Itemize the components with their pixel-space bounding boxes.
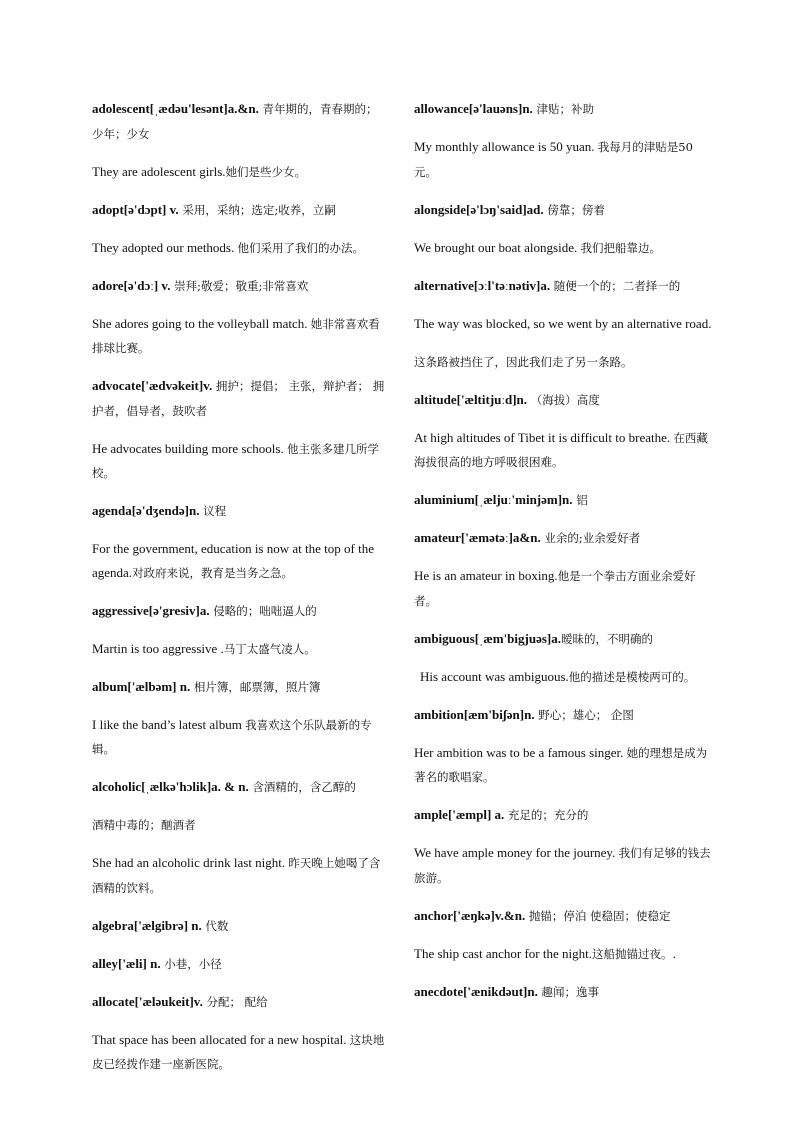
entry-altitude: [414, 388, 714, 413]
example-en: The way was blocked, so we went by an alternative road.: [414, 315, 712, 331]
definition: 议程: [199, 504, 227, 518]
example-sentence: [414, 236, 714, 261]
example-zh: 他们采用了我们的办法。: [237, 240, 364, 255]
left-column: [92, 97, 388, 1090]
entry-adopt: [92, 198, 388, 223]
definition: 代数: [201, 918, 229, 933]
definition: 野心；雄心； 企图: [534, 707, 634, 722]
entry-ambiguous: [414, 627, 714, 652]
headword: aluminium[ˌæljuː'minjəm]n.: [414, 492, 573, 507]
entry-alternative: [414, 274, 714, 299]
entry-alley: [92, 952, 388, 977]
definition: 采用，采纳；选定;收养，立嗣: [178, 202, 336, 217]
definition: 抛锚；停泊 使稳固；使稳定: [525, 908, 671, 923]
example-zh: 这条路被挡住了，因此我们走了另一条路。: [414, 354, 633, 369]
example-sentence: [92, 537, 388, 585]
entry-aggressive: [92, 599, 388, 624]
example-zh: 她非常喜欢看排球比赛。: [92, 316, 380, 355]
example-en: His account was ambiguous.: [420, 668, 569, 684]
example-sentence: [92, 236, 388, 261]
example-en: He advocates building more schools.: [92, 440, 287, 456]
definition: 充足的；充分的: [504, 808, 589, 822]
example-zh: 对政府来说，教育是当务之急。: [132, 565, 294, 580]
definition: 含酒精的，含乙醇的: [248, 780, 356, 794]
entry-amateur: [414, 526, 714, 551]
entry-allocate: [92, 990, 388, 1015]
example-en: They are adolescent girls.: [92, 163, 226, 179]
entry-adore: [92, 274, 388, 299]
example-zh: 他的描述是模棱两可的。: [568, 669, 696, 684]
example-sentence: [92, 1028, 388, 1077]
example-en: That space has been allocated for a new hospital.: [92, 1031, 350, 1047]
entry-anecdote: [414, 980, 714, 1005]
example-zh: 酒精中毒的；酗酒者: [92, 818, 196, 832]
headword: ample['æmpl] a.: [414, 807, 505, 822]
headword: anchor['æŋkə]v.&n.: [414, 907, 526, 923]
headword: alley['æli] n.: [92, 955, 161, 971]
example-sentence: [92, 637, 388, 662]
right-column: [414, 97, 714, 1018]
entry-allowance: [414, 97, 714, 122]
example-en: The ship cast anchor for the night.: [414, 945, 592, 961]
example-en: They adopted our methods.: [92, 239, 238, 255]
example-en: At high altitudes of Tibet it is difficult to breathe.: [414, 429, 674, 445]
example-en: Martin is too aggressive .: [92, 640, 224, 656]
example-sentence: [414, 841, 714, 890]
headword: altitude['æltitjuːd]n.: [414, 391, 528, 407]
example-zh: 她的理想是成为著名的歌唱家。: [414, 745, 708, 784]
example-sentence: [92, 713, 388, 762]
entry-ample: [414, 803, 714, 828]
headword: allocate['æləukeit]v.: [92, 993, 203, 1009]
example-sentence: [92, 851, 388, 900]
definition: 傍靠；傍着: [543, 202, 605, 217]
headword: alongside[ə'lɔŋ'said]ad.: [414, 201, 544, 217]
example-en: I like the band’s latest album: [92, 716, 246, 732]
example-zh: 这船抛锚过夜。.: [591, 946, 677, 961]
example-sentence: [414, 741, 714, 790]
example-en: We have ample money for the journey.: [414, 845, 619, 860]
headword: amateur['æmətəː]a&n.: [414, 530, 541, 545]
definition: 业余的;业余爱好者: [540, 531, 641, 545]
example-en: She adores going to the volleyball match.: [92, 315, 311, 331]
definition: 崇拜;敬爱；敬重;非常喜欢: [170, 278, 309, 293]
headword: agenda[ə'dʒendə]n.: [92, 503, 200, 518]
example-sentence: [92, 312, 388, 361]
definition-continued: [92, 813, 388, 838]
definition: 趣闻；逸事: [537, 984, 600, 999]
headword: album['ælbəm] n.: [92, 678, 191, 694]
example-en: Her ambition was to be a famous singer.: [414, 744, 627, 760]
headword: alternative[ɔːl'təːnətiv]a.: [414, 277, 551, 293]
definition: 拥护；提倡； 主张，辩护者； 拥护者，倡导者，鼓吹者: [92, 379, 385, 418]
entry-aluminium: [414, 488, 714, 513]
entry-alcoholic: [92, 775, 388, 800]
example-en: We brought our boat alongside.: [414, 239, 581, 255]
definition: 青年期的，青春期的；少年；少女: [92, 102, 378, 141]
entry-adolescent: [92, 97, 388, 146]
example-en: For the government, education is now at the top of the agenda.: [92, 541, 374, 580]
example-zh: 在西藏海拔很高的地方呼吸很困难。: [414, 430, 708, 469]
example-sentence: [92, 437, 388, 486]
headword: adopt[ə'dɔpt] v.: [92, 201, 179, 217]
headword: advocate['ædvəkeit]v.: [92, 378, 213, 393]
entry-ambition: [414, 703, 714, 728]
entry-album: [92, 675, 388, 700]
headword: anecdote['ænikdəut]n.: [414, 983, 538, 999]
entry-alongside: [414, 198, 714, 223]
example-sentence: [414, 426, 714, 475]
headword: allowance[ə'lauəns]n.: [414, 101, 533, 116]
example-zh: 我每月的津贴是50元。: [414, 140, 693, 179]
definition: （海拔）高度: [527, 392, 600, 407]
entry-agenda: [92, 499, 388, 524]
definition: 侵略的；咄咄逼人的: [209, 603, 317, 618]
example-sentence: [92, 160, 388, 185]
headword: alcoholic[ˌælkə'hɔlik]a. & n.: [92, 779, 249, 794]
example-en: She had an alcoholic drink last night.: [92, 855, 289, 870]
example-zh: 他主张多建几所学校。: [92, 441, 379, 480]
entry-anchor: [414, 904, 714, 929]
example-sentence: [414, 312, 714, 337]
headword: ambition[æm'biʃən]n.: [414, 706, 535, 722]
definition: 铝: [572, 493, 588, 507]
headword: ambiguous[ˌæm'bigjuəs]a.: [414, 630, 561, 646]
definition: 随便一个的；二者择一的: [550, 278, 681, 293]
definition: 分配； 配给: [202, 994, 268, 1009]
example-zh: 他是一个拳击方面业余爱好者。: [414, 569, 696, 608]
example-zh: 马丁太盛气凌人。: [223, 641, 316, 656]
entry-algebra: [92, 914, 388, 939]
headword: algebra['ælgibrə] n.: [92, 917, 202, 933]
definition: 相片簿，邮票簿，照片簿: [190, 679, 321, 694]
headword: adolescent[ˌædəu'lesənt]a.&n.: [92, 101, 259, 116]
example-zh: 我们有足够的钱去旅游。: [414, 846, 711, 885]
example-zh: 昨天晚上她喝了含酒精的饮料。: [92, 856, 381, 895]
example-en: He is an amateur in boxing.: [414, 568, 558, 583]
headword: aggressive[ə'gresiv]a.: [92, 602, 210, 618]
example-zh: 我们把船靠边。: [580, 240, 661, 255]
example-zh: 这块地皮已经拨作建一座新医院。: [92, 1032, 385, 1071]
example-sentence: [414, 665, 714, 690]
headword: adore[ə'dɔː] v.: [92, 277, 171, 293]
example-translation: [414, 350, 714, 375]
definition: 津贴；补助: [532, 102, 594, 116]
example-sentence: [414, 942, 714, 967]
entry-advocate: [92, 374, 388, 423]
example-sentence: [414, 564, 714, 613]
example-en: My monthly allowance is 50 yuan.: [414, 139, 598, 154]
definition: 小巷，小径: [160, 956, 222, 971]
definition: 暧昧的，不明确的: [561, 631, 653, 646]
example-zh: 她们是些少女。: [225, 164, 307, 179]
example-sentence: [414, 135, 714, 184]
example-zh: 我喜欢这个乐队最新的专辑。: [92, 717, 372, 756]
